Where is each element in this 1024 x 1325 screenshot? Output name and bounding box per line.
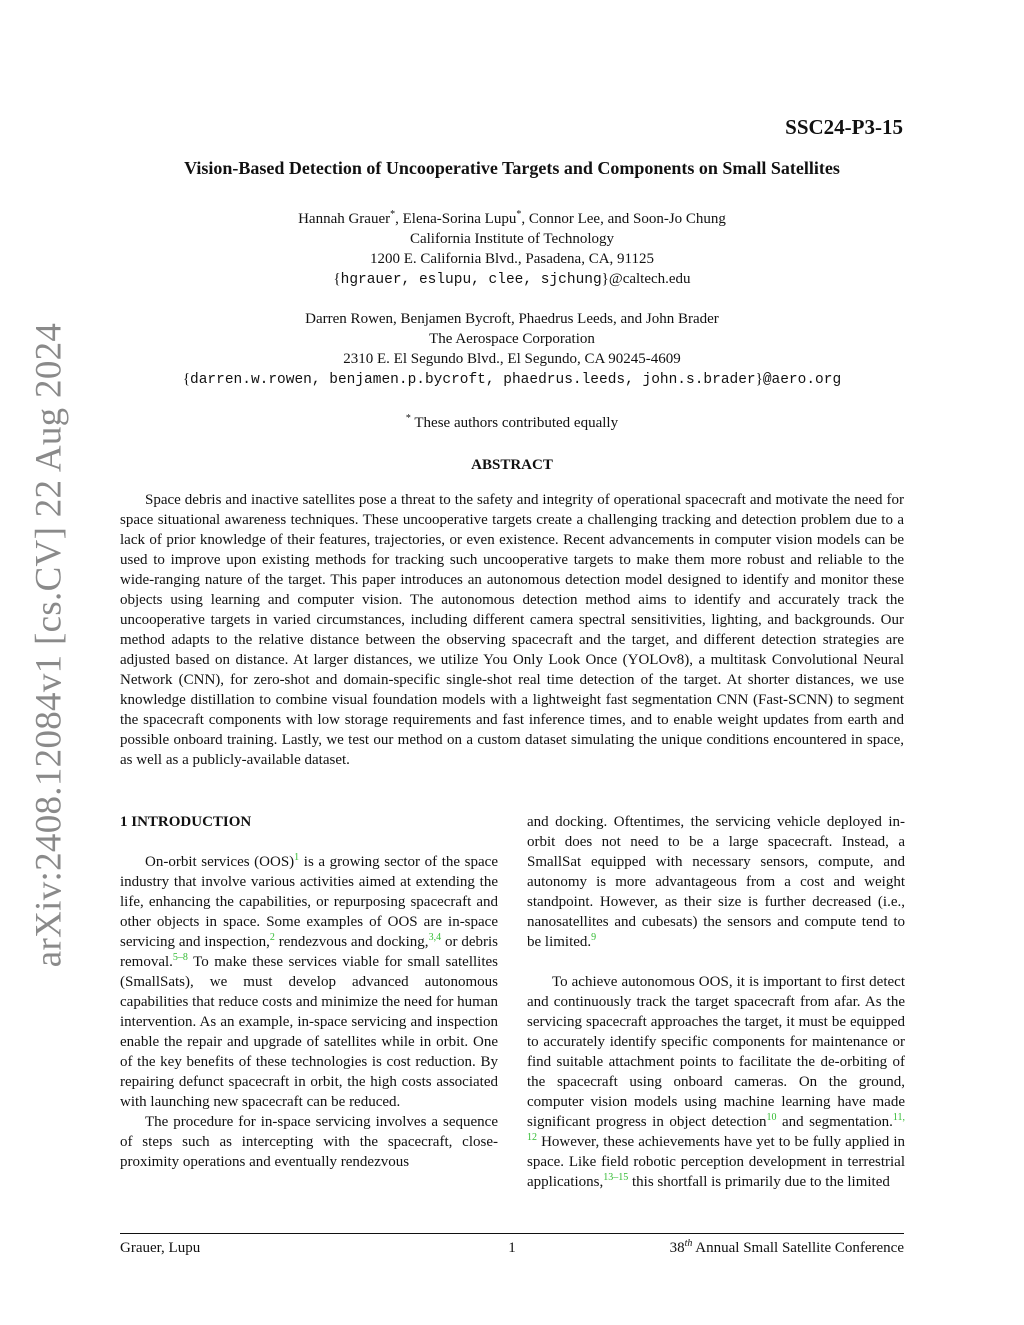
citation-link[interactable]: 5–8 bbox=[172, 952, 188, 963]
address: 1200 E. California Blvd., Pasadena, CA, 91125 bbox=[370, 251, 654, 267]
author-line: Darren Rowen, Benjamen Bycroft, Phaedrus Leeds, and John Brader bbox=[305, 311, 719, 327]
abstract-text: Space debris and inactive satellites pose a threat to the safety and integrity of operational spacecraft and motivate the need for space situational awareness techniques. These uncooperative targets create a challenging tracking and detection problem due to a lack of prior knowledge of their features, trajectories, or even existence. Recent advancements in computer vision models can be used to improve upon existing methods for tracking such uncooperative targets to make them more robust and reliable to the wide-ranging nature of the target. This paper introduces an autonomous detection model designed to identify and monitor these objects using learning and computer vision. The autonomous detection method aims to identify and accurately track the uncooperative targets in varied circumstances, including different camera spectral sensitivities, lighting, and backgrounds. Our method adapts to the relative distance between the observing spacecraft and the target, and different detection strategies are adjusted based on distance. At larger distances, we utilize You Only Look Once (YOLOv8), a multitask Convolutional Neural Network (CNN), for zero-shot and domain-specific single-shot real time detection of the target. At shorter distances, we use knowledge distillation to combine visual foundation models with a lightweight fast segmentation CNN (Fast-SCNN) to segment the spacecraft components with low storage requirements and fast inference times, and to enable weight updates from earth and possible onboard training. Lastly, we test our method on a custom dataset simulating the unique conditions encountered in space, as well as a publicly-available dataset. bbox=[120, 492, 904, 768]
paragraph: On-orbit services (OOS)$^1$ is a growing sector of the space industry that involve various activities aimed at extending the life, enhancing the capabilities, or repurposing spacecraft and other objects in space. Some examples of OOS are in-space servicing and inspection,$^2$ rendezvous and docking,$^{3,4}$ or debris removal.$^{5-8}$ To make these services viable for small satellites (SmallSats), we must develop advanced autonomous capabilities that reduce costs and minimize the need for human intervention. As an example, in-space servicing and inspection enable the repair and upgrade of satellites while in orbit. One of the key benefits of these technologies is cost reduction. By repairing defunct spacecraft in orbit, the high costs associated with launching new spacecraft can be reduced. bbox=[120, 852, 499, 1110]
citation-link[interactable]: 2 bbox=[269, 932, 275, 943]
citation-link[interactable]: 10 bbox=[766, 1112, 777, 1123]
address: 2310 E. El Segundo Blvd., El Segundo, CA 90245-4609 bbox=[343, 351, 681, 367]
column-left bbox=[120, 812, 498, 1172]
affiliation-caltech bbox=[120, 205, 904, 290]
section-heading: 1 INTRODUCTION bbox=[120, 814, 252, 830]
citation-link[interactable]: 13–15 bbox=[603, 1172, 629, 1183]
paper-title: Vision-Based Detection of Uncooperative Targets and Components on Small Satellites bbox=[184, 158, 840, 178]
citation-link[interactable]: 11, 12 bbox=[527, 1112, 906, 1143]
paragraph: To achieve autonomous OOS, it is important to first detect and continuously track the target spacecraft from afar. As the servicing spacecraft approaches the target, it must be equipped to accurately identify specific components for maintenance or find suitable attachment points to facilitate the de-orbiting of the spacecraft using onboard cameras. On the ground, computer vision models using machine learning have made significant progress in object detection$^{10}$ and segmentation.$^{11, 12}$ However, these achievements have yet to be fully applied in space. Like field robotic perception development in terrestrial applications,$^{13-15}$ this shortfall is primarily due to the limited bbox=[527, 974, 906, 1190]
abstract-heading: ABSTRACT bbox=[471, 457, 553, 473]
footer-authors: Grauer, Lupu bbox=[120, 1240, 201, 1256]
paper-id: SSC24-P3-15 bbox=[785, 115, 903, 139]
page-number: 1 bbox=[508, 1240, 516, 1256]
institution: The Aerospace Corporation bbox=[429, 331, 595, 347]
affiliation-aerospace bbox=[120, 309, 904, 390]
author-line: Hannah Grauer*, Elena-Sorina Lupu*, Connor Lee, and Soon-Jo Chung bbox=[298, 209, 726, 227]
paragraph: and docking. Oftentimes, the servicing vehicle deployed in-orbit does not need to be a large spacecraft. Instead, a SmallSat equipped with necessary sensors, compute, and autonomy is more advantageous from a cost and weight standpoint. However, as their size is further decreased (i.e., nanosatellites and cubesats) the sensors and compute tend to be limited.$^9$ bbox=[527, 814, 905, 950]
equal-contribution-note: * These authors contributed equally bbox=[405, 413, 619, 431]
citation-link[interactable]: 3,4 bbox=[428, 932, 442, 943]
email-line: {darren.w.rowen, benjamen.p.bycroft, phaedrus.leeds, john.s.brader}@aero.org bbox=[182, 371, 842, 388]
citation-link[interactable]: 9 bbox=[591, 932, 597, 943]
arxiv-stamp: arXiv:2408.12084v1 [cs.CV] 22 Aug 2024 bbox=[28, 322, 70, 968]
institution: California Institute of Technology bbox=[409, 231, 615, 247]
citation-link[interactable]: 1 bbox=[294, 852, 300, 863]
column-right bbox=[527, 812, 905, 1192]
footer-conference: 38th Annual Small Satellite Conference bbox=[669, 1238, 904, 1256]
footer-divider bbox=[120, 1233, 904, 1234]
paragraph: The procedure for in-space servicing involves a sequence of steps such as intercepting with the spacecraft, close-proximity operations and eventually rendezvous bbox=[120, 1114, 498, 1170]
email-line: {hgrauer, eslupu, clee, sjchung}@caltech.edu bbox=[333, 271, 691, 288]
